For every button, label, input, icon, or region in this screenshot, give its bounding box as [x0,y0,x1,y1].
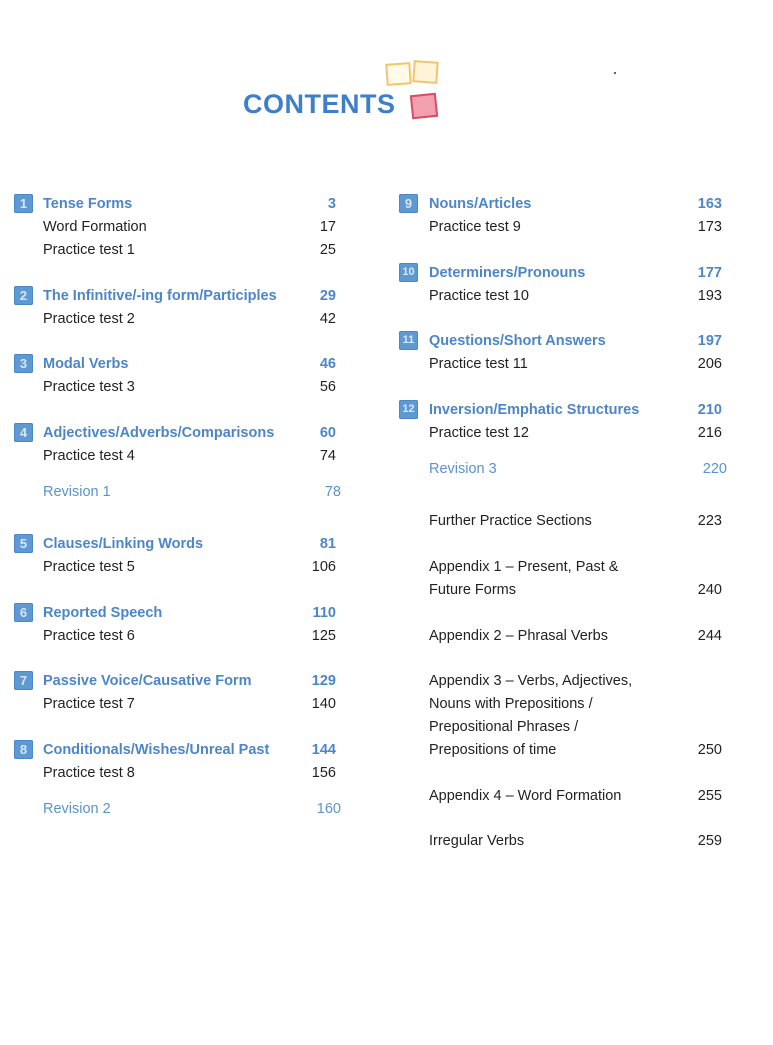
unit-number-badge: 11 [399,331,418,350]
page-number: 240 [697,582,722,598]
page-number: 144 [311,742,336,758]
page-number: 42 [319,311,336,327]
entry-label: Nouns/Articles [429,196,532,212]
entry-label: Modal Verbs [43,356,129,372]
unit-number-badge: 3 [14,354,33,373]
page-number: 60 [319,425,336,441]
unit-entry [0,194,773,214]
contents-entry [0,740,773,760]
unit-number-badge: 4 [14,423,33,442]
entry-label: Inversion/Emphatic Structures [429,402,640,418]
contents-entry [0,377,773,397]
entry-label: Practice test 2 [43,311,135,327]
contents-entry [0,786,773,806]
unit-number-badge: 10 [399,263,418,282]
entry-label: Practice test 12 [429,425,529,441]
contents-entry [0,240,773,260]
contents-entry [0,217,773,237]
decorative-square-icon [412,60,438,84]
entry-label: Revision 1 [43,484,111,500]
entry-label: Passive Voice/Causative Form [43,673,252,689]
entry-label: Prepositional Phrases / [429,719,579,735]
revision-entry [0,459,773,479]
contents-entry [0,557,773,577]
entry-label: Nouns with Prepositions / [429,696,593,712]
entry-label: Further Practice Sections [429,513,592,529]
entry-label: Irregular Verbs [429,833,525,849]
entry-label: Practice test 7 [43,696,135,712]
page-number: 173 [697,219,722,235]
contents-entry [0,694,773,714]
entry-label: Practice test 11 [429,356,528,372]
page-number: 78 [324,484,341,500]
contents-entry [0,580,773,600]
entry-label: Appendix 4 – Word Formation [429,788,622,804]
page-number: 110 [312,605,336,621]
unit-number-badge: 7 [14,671,33,690]
unit-entry [0,603,773,623]
speck [614,72,616,74]
entry-label: Practice test 10 [429,288,529,304]
unit-number-badge: 2 [14,286,33,305]
page-number: 177 [697,265,722,281]
page-number: 46 [319,356,336,372]
unit-entry [0,263,773,283]
entry-label: Conditionals/Wishes/Unreal Past [43,742,270,758]
contents-entry [0,626,773,646]
unit-entry [0,400,773,420]
page-number: 17 [319,219,336,235]
page-number: 163 [697,196,722,212]
entry-label: Reported Speech [43,605,163,621]
page-number: 29 [319,288,336,304]
unit-number-badge: 8 [14,740,33,759]
contents-entry [0,309,773,329]
page-number: 3 [327,196,336,212]
page-number: 25 [319,242,336,258]
entry-label: Revision 3 [429,461,497,477]
contents-entry [0,717,773,737]
entry-label: Revision 2 [43,801,111,817]
contents-entry [0,511,773,531]
page-number: 259 [697,833,722,849]
page-number: 216 [697,425,722,441]
entry-label: Practice test 5 [43,559,135,575]
entry-label: Practice test 9 [429,219,521,235]
unit-number-badge: 1 [14,194,33,213]
unit-entry [0,534,773,554]
page-number: 156 [311,765,336,781]
page-number: 220 [702,461,727,477]
page-number: 129 [311,673,336,689]
contents-entry [0,423,773,443]
entry-label: Practice test 3 [43,379,135,395]
page-number: 160 [316,801,341,817]
page-number: 140 [311,696,336,712]
entry-label: The Infinitive/-ing form/Participles [43,288,277,304]
contents-entry [0,354,773,374]
entry-label: Adjectives/Adverbs/Comparisons [43,425,275,441]
page-number: 74 [319,448,336,464]
entry-label: Tense Forms [43,196,133,212]
entry-label: Questions/Short Answers [429,333,606,349]
contents-entry [0,671,773,691]
unit-number-badge: 12 [399,400,418,419]
contents-entry [0,286,773,306]
entry-label: Practice test 8 [43,765,135,781]
entry-label: Practice test 1 [43,242,135,258]
page-number: 244 [697,628,722,644]
decorative-square-icon [385,62,411,86]
unit-entry [0,331,773,351]
page-number: 210 [697,402,722,418]
page-number: 255 [697,788,722,804]
page-number: 193 [697,288,722,304]
page-number: 81 [319,536,336,552]
entry-label: Word Formation [43,219,147,235]
page-number: 125 [311,628,336,644]
contents-entry [0,831,773,851]
entry-label: Clauses/Linking Words [43,536,204,552]
page-number: 206 [697,356,722,372]
entry-label: Future Forms [429,582,517,598]
unit-number-badge: 6 [14,603,33,622]
entry-label: Prepositions of time [429,742,557,758]
entry-label: Practice test 4 [43,448,135,464]
page-number: 56 [319,379,336,395]
page-number: 223 [697,513,722,529]
entry-label: Practice test 6 [43,628,135,644]
unit-number-badge: 5 [14,534,33,553]
page-number: 250 [697,742,722,758]
entry-label: Appendix 3 – Verbs, Adjectives, [429,673,633,689]
entry-label: Appendix 2 – Phrasal Verbs [429,628,608,644]
revision-entry [0,482,773,502]
page-title: CONTENTS [243,89,396,119]
entry-label: Determiners/Pronouns [429,265,586,281]
unit-number-badge: 9 [399,194,418,213]
entry-label: Appendix 1 – Present, Past & [429,559,619,575]
decorative-square-icon [410,93,438,120]
contents-entry [0,763,773,783]
page-number: 106 [311,559,336,575]
page-number: 197 [697,333,722,349]
